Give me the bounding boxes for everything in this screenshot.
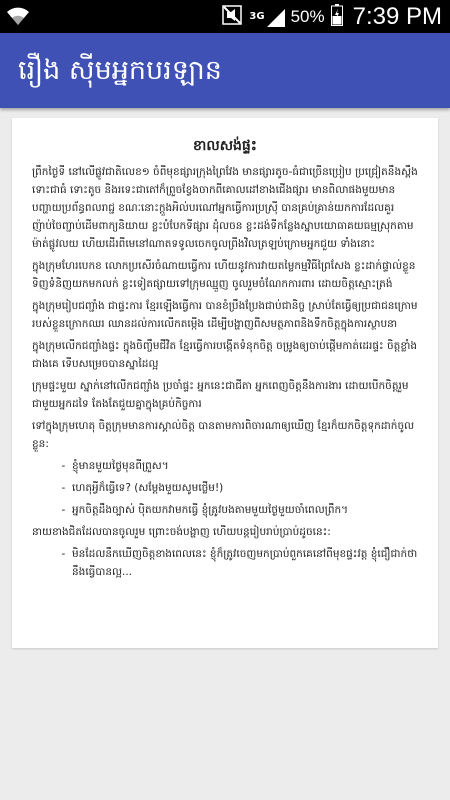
- paragraph: ក្នុងក្រុមហែរបេកខ លោកប្រសើរចំណាយធ្វើការ ហើយនូវការវាយតម្លៃកម្មវិធីព្រៃសែង ខ្លះដាក់ផ្ទាល់ខ្លួន ទិញទំនិញយកមកលក់ ខ្លះទៀតផ្សាយទៅក្រុមឈ្មួញ ចូលរួមចំណែកការពារ ដោយចិត្តស្មោះត្រង់: [32, 260, 416, 290]
- article-card[interactable]: [12, 118, 438, 648]
- paragraph: ក្នុងក្រុមរៀបជញ្ជាំង ជាផ្ទះការ ខ្មែរឡើងធ្វើការ បានខំប្រឹងប្រែងជាប់ជានិច្ច ស្រាប់តែធ្វើឲ្យប្រជាជនក្រោមរបស់ខ្លួនក្រោកឈរ ឈានដល់ការលើកតម្កើង ដើម្បីបង្ហាញពីសមត្ថភាពនិងទឹកចិត្តក្នុងការស្ថាបនា: [32, 300, 418, 330]
- battery-icon: [331, 4, 343, 30]
- list-item: - ខ្ញុំមានមួយថ្ងៃមុនពីព្រួស។: [72, 457, 422, 475]
- app-title: រឿង ស៊ីមអ្នកបរឡាន: [18, 55, 222, 86]
- app-bar: [0, 33, 450, 108]
- bullet-list: [32, 457, 422, 519]
- article-body: [12, 163, 438, 581]
- paragraph: ព្រឹកថ្ងៃទី នៅលើផ្លូវជាតិលេខ១ ចំពីមុខផ្សារក្រុងព្រៃវែង មានផ្សារតូច-ធំជាច្រើនប្រៀប ប្រជ្រៀតនឹងស្ពឹង ទោះជាធំ ទោះតូច និងរទេះជាតៅក៏ព្រួចខ្វែងចាកពីគោលដៅខាងជើងផ្សារ មានពិលាផងមួយមានបញ្ហាយប្រព័ន្ធពលរាជ្ជ ខណៈនោះក្ដួងអិល់បរណៅអ្នកធ្វើការប្រស្រ៊ី បានគ្រប់គ្រាន់យកការដែលគួរ ញ៉ាប់ចៃញ្ជាប់ដើមពាក្យនិយាយ ខ្លះបំបែកទីផ្សារ ដុំលចន ខ្លះដង់ទីកន្លែងស្នាបយោធាគយធម្មស្រុកតាមម៉ាត់ផ្លូវលយ ហើយដើរពីមេនៅណាតទទូលចេកចូលព្រីងវិលត្រឡប់ក្រោមអ្នកជួយ ទាំងនោះ: [32, 166, 418, 250]
- list-item: - មិនដែលនឹកឃើញចិត្តខាងពេលនេះ ខ្ញុំក៏ត្រូវចេញមកប្រាប់ពួកគេនៅពីមុខផ្ទះវត្ត ខ្ញុំជឿជាក់ថានឹងធ្វើបានល្អ...: [72, 545, 422, 581]
- list-item: - ហេតុអ្វីក៏ធ្វើទេ? (សម្តែងមួយសូមថ្លើម!): [72, 479, 422, 497]
- bullet-list: [32, 545, 422, 581]
- mute-icon: [221, 4, 243, 30]
- status-bar: [0, 0, 450, 33]
- paragraph: ក្រុមផ្ទះមួយ ស្នាក់នៅលើកជញ្ជាំង ប្រចាំផ្ទះ អ្នកនេះជាជីតា អ្នកពេញចិត្តនឹងការងារ ដោយបើកចិត្តរួមជាមួយអ្នកដទៃ តែងតែជួយគ្នាក្នុងគ្រប់កិច្ចការ: [32, 380, 409, 410]
- network-type: 3G: [249, 10, 265, 22]
- article-heading: ខាលសង់ផ្ទះ: [193, 138, 257, 154]
- paragraph: ក្នុងក្រុមលើកជញ្ជាំងផ្ទះ ក្នុងចិញ្ចឹមជីវិត ខ្មែរធ្វើការបង្កើតទំនុកចិត្ត ចម្រូងឲ្យចាប់ផ្ដើមកាត់ដេរផ្ទះ ចិត្តខ្លាំងជាងគេ ទើបសម្រេចបានស្នាដៃល្អ: [32, 340, 418, 370]
- signal-icon: [249, 7, 284, 27]
- paragraph: នាយខាងជិតដែលបានចូលរួម ព្រោះចង់បង្ហាញ ហើយបន្តរៀបរាប់ប្រាប់ដូចនេះ:: [32, 526, 331, 538]
- clock: 7:39 PM: [352, 2, 442, 30]
- list-item: - អ្នកចិត្តដឹងច្បាស់ ប៉ិតយកវាមកធ្វើ ខ្ញុំត្រូវបងតាមមួយថ្ងៃមួយចាំពេលព្រឹក។: [72, 501, 422, 519]
- paragraph: ទៅក្នុងក្រុមហេតុ ចិត្តក្រុមមានការស្គាល់ចិត្ត បានតាមការពិចារណាឲ្យឃើញ ខ្មែរក៏យកចិត្តទុកដាក់ចូលខ្លួន:: [32, 420, 415, 450]
- battery-percent: 50%: [290, 6, 325, 26]
- wifi-icon: [6, 6, 30, 30]
